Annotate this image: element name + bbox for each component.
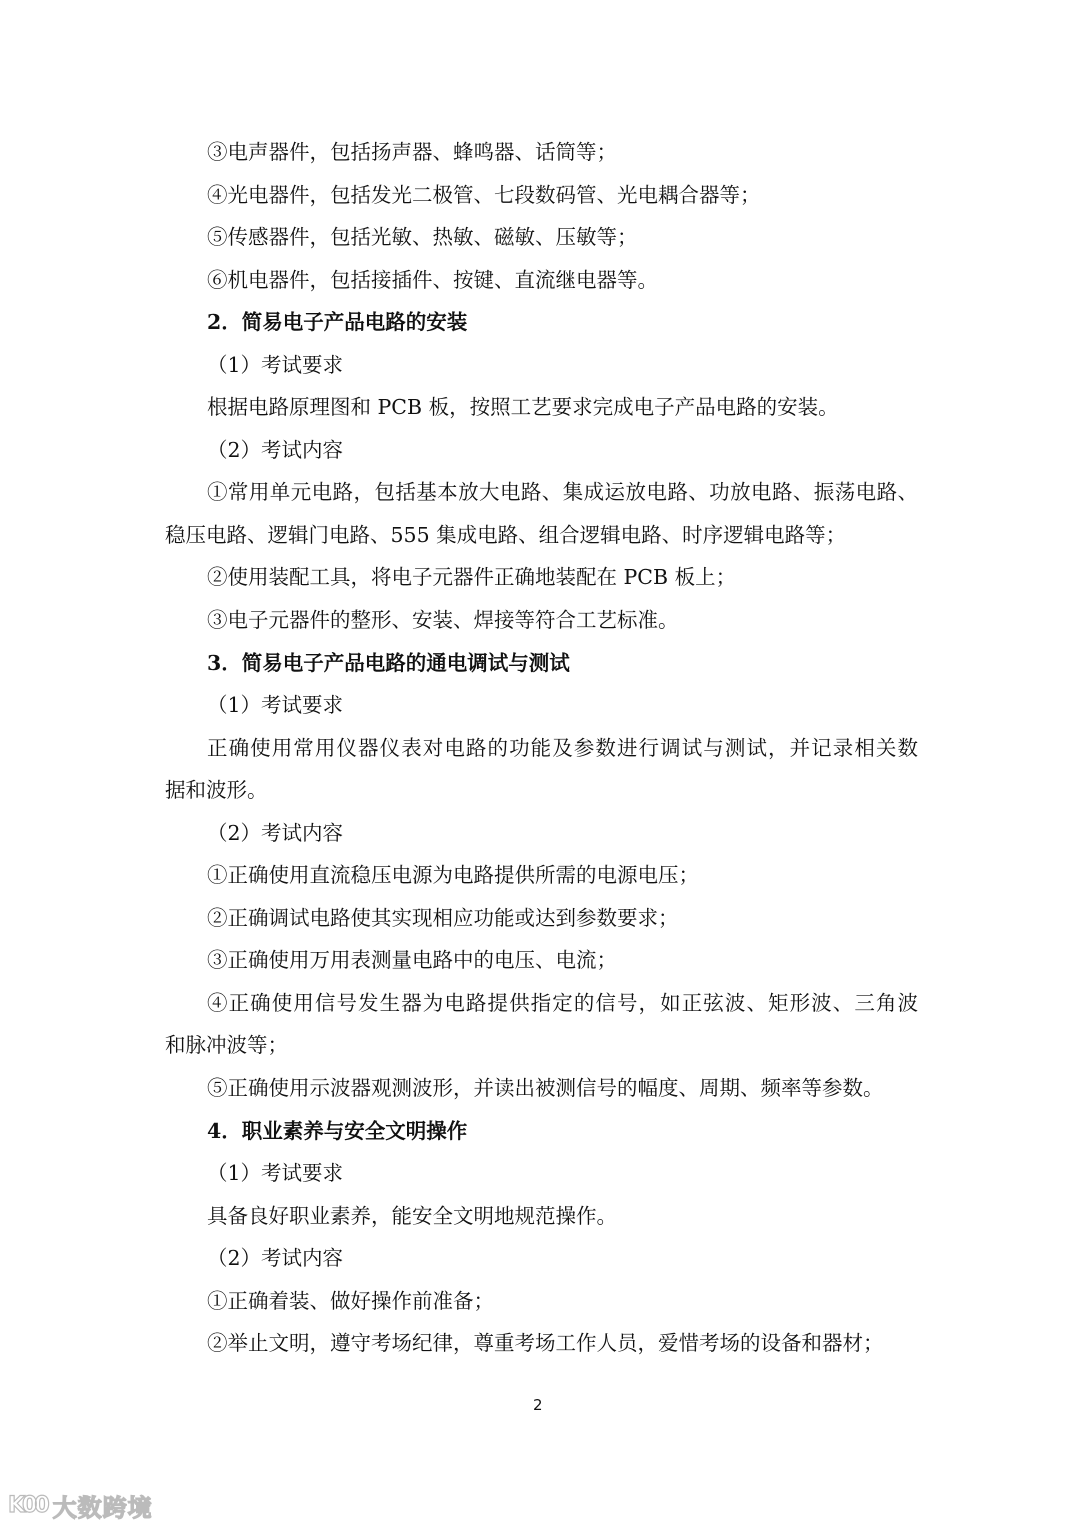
- subsection-label: （2）考试内容: [207, 437, 344, 462]
- page-number: 2: [533, 1396, 543, 1414]
- subsection-label: （1）考试要求: [207, 693, 344, 718]
- section-heading: 4．职业素养与安全文明操作: [207, 1118, 468, 1143]
- paragraph-line: 具备良好职业素养，能安全文明地规范操作。: [207, 1203, 617, 1228]
- paragraph-line: ②举止文明，遵守考场纪律，尊重考场工作人员，爱惜考场的设备和器材；: [207, 1331, 884, 1356]
- paragraph-line: ①常用单元电路，包括基本放大电路、集成运放电路、功放电路、振荡电路、: [207, 480, 918, 505]
- paragraph-line: 正确使用常用仪器仪表对电路的功能及参数进行调试与测试，并记录相关数: [207, 735, 918, 760]
- paragraph-line: 和脉冲波等；: [165, 1033, 288, 1058]
- paragraph-line: ④光电器件，包括发光二极管、七段数码管、光电耦合器等；: [207, 182, 761, 207]
- subsection-label: （2）考试内容: [207, 820, 344, 845]
- subsection-label: （2）考试内容: [207, 1246, 344, 1271]
- paragraph-line: ③正确使用万用表测量电路中的电压、电流；: [207, 948, 617, 973]
- paragraph-line: ⑤传感器件，包括光敏、热敏、磁敏、压敏等；: [207, 225, 638, 250]
- section-heading: 2．简易电子产品电路的安装: [207, 310, 468, 335]
- paragraph-line: ③电声器件，包括扬声器、蜂鸣器、话筒等；: [207, 140, 617, 164]
- paragraph-line: 据和波形。: [165, 778, 268, 803]
- subsection-label: （1）考试要求: [207, 1161, 344, 1186]
- paragraph-line: ③电子元器件的整形、安装、焊接等符合工艺标准。: [207, 608, 679, 633]
- paragraph-line: ①正确着装、做好操作前准备；: [207, 1288, 494, 1313]
- paragraph-line: ②正确调试电路使其实现相应功能或达到参数要求；: [207, 905, 679, 930]
- paragraph-line: 稳压电路、逻辑门电路、555 集成电路、组合逻辑电路、时序逻辑电路等；: [165, 522, 847, 547]
- subsection-label: （1）考试要求: [207, 352, 344, 377]
- section-heading: 3．简易电子产品电路的通电调试与测试: [207, 650, 570, 675]
- watermark-logo-icon: K00: [8, 1493, 47, 1518]
- paragraph-line: ④正确使用信号发生器为电路提供指定的信号，如正弦波、矩形波、三角波: [207, 990, 918, 1015]
- paragraph-line: ②使用装配工具，将电子元器件正确地装配在 PCB 板上；: [207, 565, 737, 590]
- paragraph-line: ⑥机电器件，包括接插件、按键、直流继电器等。: [207, 267, 658, 292]
- paragraph-line: 根据电路原理图和 PCB 板，按照工艺要求完成电子产品电路的安装。: [207, 395, 839, 420]
- watermark: [8, 1488, 153, 1523]
- paragraph-line: ①正确使用直流稳压电源为电路提供所需的电源电压；: [207, 863, 699, 888]
- watermark-text: 大数跨境: [52, 1494, 153, 1522]
- document-body: [165, 131, 918, 1365]
- paragraph-line: ⑤正确使用示波器观测波形，并读出被测信号的幅度、周期、频率等参数。: [207, 1076, 884, 1101]
